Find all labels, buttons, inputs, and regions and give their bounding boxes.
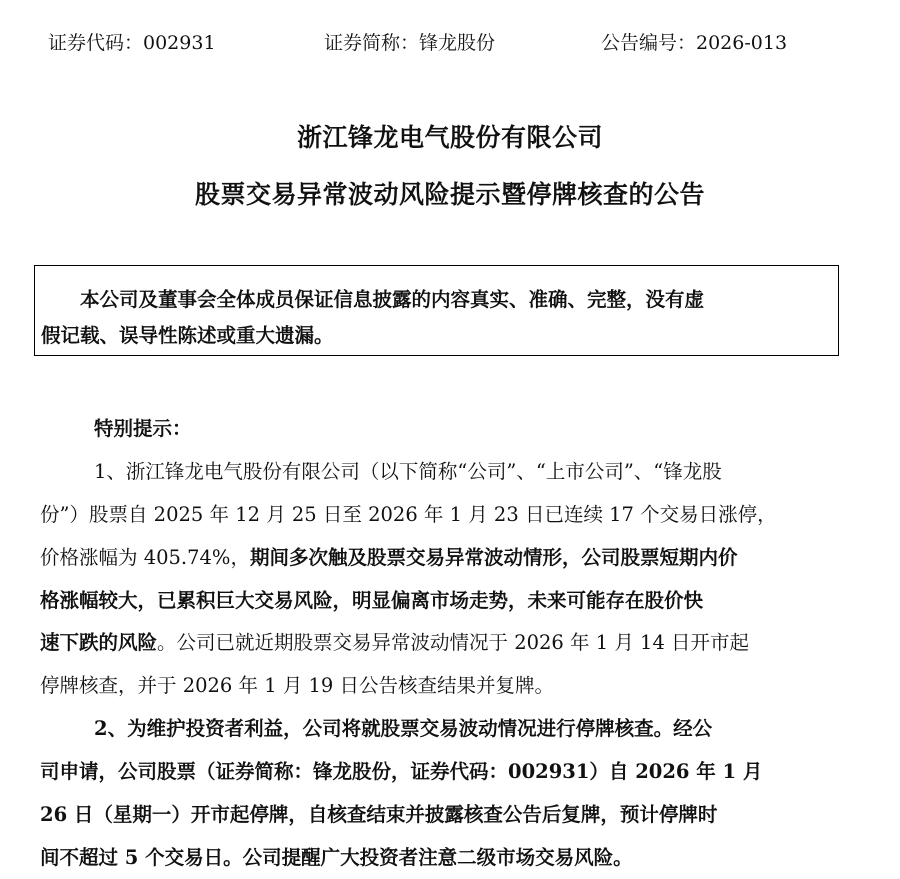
text-bold: 速下跌的风险 — [40, 631, 158, 654]
text-bold: 期间多次触及股票交易异常波动情形，公司股票短期内价 — [249, 546, 738, 569]
company-title: 浙江锋龙电气股份有限公司 — [296, 123, 603, 152]
securities-abbreviation: 证券简称：锋龙股份 — [324, 32, 496, 54]
paragraph-line: 1、浙江锋龙电气股份有限公司（以下简称“公司”、“上市公司”、“锋龙股 — [94, 460, 722, 483]
paragraph-line: 2、为维护投资者利益，公司将就股票交易波动情况进行停牌核查。经公 — [94, 717, 713, 740]
text-normal: 。公司已就近期股票交易异常波动情况于 2026 年 1 月 14 日开市起 — [157, 631, 750, 654]
paragraph-line: 26 日（星期一）开市起停牌，自核查结束并披露核查公告后复牌，预计停牌时 — [40, 803, 718, 826]
notice-title: 股票交易异常波动风险提示暨停牌核查的公告 — [194, 180, 705, 209]
board-statement-box — [34, 265, 839, 356]
statement-line: 本公司及董事会全体成员保证信息披露的内容真实、准确、完整，没有虚 — [80, 288, 705, 311]
announcement-number: 公告编号：2026-013 — [601, 32, 788, 54]
paragraph-line: 司申请，公司股票（证券简称：锋龙股份，证券代码：002931）自 2026 年 1 月 — [40, 760, 763, 783]
paragraph-line: 格涨幅较大，已累积巨大交易风险，明显偏离市场走势，未来可能存在股价快 — [40, 589, 704, 612]
paragraph-line — [40, 627, 749, 655]
securities-code: 证券代码：002931 — [48, 32, 216, 54]
statement-line: 假记载、误导性陈述或重大遗漏。 — [41, 324, 334, 347]
text-normal: 价格涨幅为 405.74%， — [40, 546, 250, 569]
paragraph-line: 份”）股票自 2025 年 12 月 25 日至 2026 年 1 月 23 日已连续 17 个交易日涨停， — [40, 503, 777, 526]
special-notice-heading: 特别提示： — [94, 417, 192, 440]
announcement-header — [48, 28, 860, 58]
paragraph-line: 间不超过 5 个交易日。公司提醒广大投资者注意二级市场交易风险。 — [40, 846, 633, 869]
paragraph-line — [40, 542, 737, 570]
paragraph-line: 停牌核查，并于 2026 年 1 月 19 日公告核查结果并复牌。 — [40, 674, 555, 697]
